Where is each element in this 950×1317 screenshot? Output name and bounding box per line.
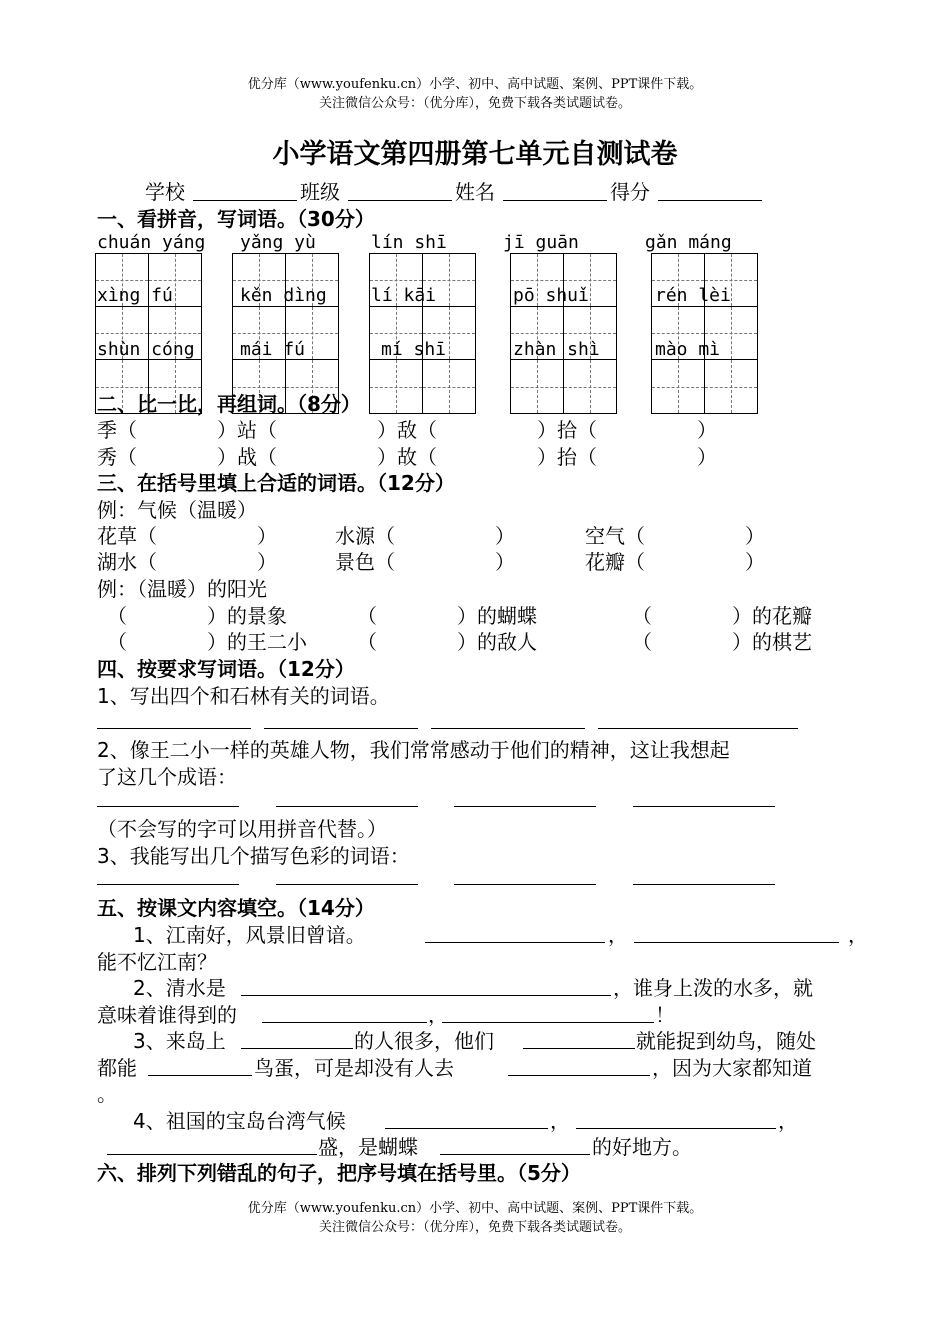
pinyin: lí kāi [371, 285, 437, 306]
fill-item: （ ）的蝴蝶 [357, 604, 537, 628]
fill-item: 湖水（ ） [97, 550, 277, 574]
punct: ， [778, 1109, 798, 1133]
punct: ！ [655, 1003, 675, 1027]
pinyin: lín shī [371, 232, 447, 253]
answer-blank[interactable] [431, 728, 585, 729]
question-5-4: 4、祖国的宝岛台湾气候 [133, 1109, 346, 1133]
question-5-4-tail: 的好地方。 [592, 1135, 692, 1159]
fill-item: 空气（ ） [585, 524, 765, 548]
section-1-heading: 一、看拼音，写词语。（30分） [97, 207, 375, 231]
question-5-2-tail: ，谁身上泼的水多，就 [613, 976, 813, 1000]
class-blank[interactable] [348, 200, 452, 201]
answer-blank[interactable] [633, 884, 775, 885]
question-5-1-cont: 能不忆江南？ [97, 950, 217, 974]
answer-blank[interactable] [107, 1154, 317, 1155]
fill-item: （ ）的花瓣 [632, 604, 812, 628]
pinyin: mái fú [240, 339, 306, 360]
punct: ， [428, 1003, 448, 1027]
answer-blank[interactable] [385, 1128, 548, 1129]
question-5-3-tail2: ，因为大家都知道 [652, 1056, 812, 1080]
punct: ， [550, 1109, 570, 1133]
answer-blank[interactable] [276, 884, 418, 885]
answer-blank[interactable] [97, 884, 239, 885]
pinyin: chuán yáng [97, 232, 206, 253]
answer-blank[interactable] [262, 1022, 427, 1023]
header-line-2: 关注微信公众号：（优分库），免费下载各类试题试卷。 [318, 96, 631, 111]
answer-blank[interactable] [454, 884, 596, 885]
page-title: 小学语文第四册第七单元自测试卷 [272, 139, 678, 170]
answer-blank[interactable] [454, 806, 596, 807]
score-label: 得分 [610, 180, 650, 204]
punct: ， [848, 923, 868, 947]
answer-blank[interactable] [425, 942, 605, 943]
answer-blank[interactable] [241, 1048, 353, 1049]
answer-blank[interactable] [97, 728, 251, 729]
answer-blank[interactable] [264, 728, 418, 729]
example-2: 例：（温暖）的阳光 [97, 577, 267, 601]
answer-blank[interactable] [523, 1048, 635, 1049]
section-6-heading: 六、排列下列错乱的句子，把序号填在括号里。（5分） [97, 1161, 581, 1185]
example-1: 例：气候（温暖） [97, 498, 257, 522]
answer-blank[interactable] [276, 806, 418, 807]
answer-blank[interactable] [148, 1075, 252, 1076]
question-5-3: 3、来岛上 [133, 1029, 226, 1053]
pinyin: yǎng yù [240, 232, 316, 253]
footer-line-1: 优分库（www.youfenku.cn）小学、初中、高中试题、案例、PPT课件下载。 [247, 1201, 703, 1216]
question-5-3-tail: 就能捉到幼鸟，随处 [636, 1029, 816, 1053]
pinyin: gǎn máng [645, 232, 732, 253]
fill-item: 水源（ ） [335, 524, 515, 548]
writing-grid[interactable] [510, 253, 617, 414]
section-5-heading: 五、按课文内容填空。（14分） [97, 896, 375, 920]
school-label: 学校 [145, 180, 185, 204]
school-blank[interactable] [193, 200, 297, 201]
section-2-heading: 二、比一比，再组词。（8分） [97, 392, 361, 416]
section-3-heading: 三、在括号里填上合适的词语。（12分） [97, 471, 455, 495]
pinyin-note: （不会写的字可以用拼音代替。） [97, 817, 387, 841]
pinyin: mào mì [655, 339, 721, 360]
answer-blank[interactable] [241, 995, 611, 996]
question-4-1: 1、写出四个和石林有关的词语。 [97, 684, 390, 708]
score-blank[interactable] [658, 200, 762, 201]
punct: ， [608, 923, 628, 947]
answer-blank[interactable] [97, 806, 239, 807]
pinyin: xìng fú [97, 285, 173, 306]
fill-item: 花草（ ） [97, 524, 277, 548]
punct: 。 [97, 1082, 117, 1106]
section-4-heading: 四、按要求写词语。（12分） [97, 657, 355, 681]
writing-grid[interactable] [369, 253, 476, 414]
question-5-2-cont: 意味着谁得到的 [97, 1003, 237, 1027]
answer-blank[interactable] [576, 1128, 776, 1129]
question-5-1: 1、江南好，风景旧曾谙。 [133, 923, 366, 947]
pinyin: mí shī [381, 339, 447, 360]
answer-blank[interactable] [508, 1075, 650, 1076]
name-blank[interactable] [503, 200, 607, 201]
question-5-3-mid2: 鸟蛋，可是却没有人去 [254, 1056, 454, 1080]
pinyin: pō shuǐ [513, 285, 589, 306]
question-4-2-cont: 了这几个成语： [97, 765, 237, 789]
fill-item: （ ）的棋艺 [632, 630, 812, 654]
compare-line-1: 季（ ）站（ ）敌（ ）拾（ ） [97, 418, 717, 442]
pinyin: kěn dìng [240, 285, 327, 306]
question-4-3: 3、我能写出几个描写色彩的词语： [97, 844, 410, 868]
fill-item: （ ）的景象 [107, 604, 287, 628]
writing-grid[interactable] [651, 253, 758, 414]
question-5-2: 2、清水是 [133, 976, 226, 1000]
name-label: 姓名 [455, 180, 495, 204]
fill-item: 景色（ ） [335, 550, 515, 574]
class-label: 班级 [300, 180, 340, 204]
question-4-2: 2、像王二小一样的英雄人物，我们常常感动于他们的精神，这让我想起 [97, 738, 730, 762]
answer-blank[interactable] [633, 806, 775, 807]
answer-blank[interactable] [442, 1022, 654, 1023]
question-5-3-cont: 都能 [97, 1056, 137, 1080]
pinyin: zhàn shì [513, 339, 600, 360]
answer-blank[interactable] [440, 1154, 590, 1155]
pinyin: rén lèi [655, 285, 731, 306]
fill-item: （ ）的王二小 [107, 630, 307, 654]
header-line-1: 优分库（www.youfenku.cn）小学、初中、高中试题、案例、PPT课件下载。 [247, 77, 703, 92]
compare-line-2: 秀（ ）战（ ）故（ ）抬（ ） [97, 445, 717, 469]
question-5-3-mid: 的人很多，他们 [354, 1029, 494, 1053]
question-5-4-mid: 盛，是蝴蝶 [318, 1135, 418, 1159]
fill-item: （ ）的敌人 [357, 630, 537, 654]
pinyin: shùn cóng [97, 339, 195, 360]
answer-blank[interactable] [634, 942, 839, 943]
footer-line-2: 关注微信公众号：（优分库），免费下载各类试题试卷。 [318, 1220, 631, 1235]
pinyin: jī guān [503, 232, 579, 253]
fill-item: 花瓣（ ） [585, 550, 765, 574]
answer-blank[interactable] [598, 728, 798, 729]
